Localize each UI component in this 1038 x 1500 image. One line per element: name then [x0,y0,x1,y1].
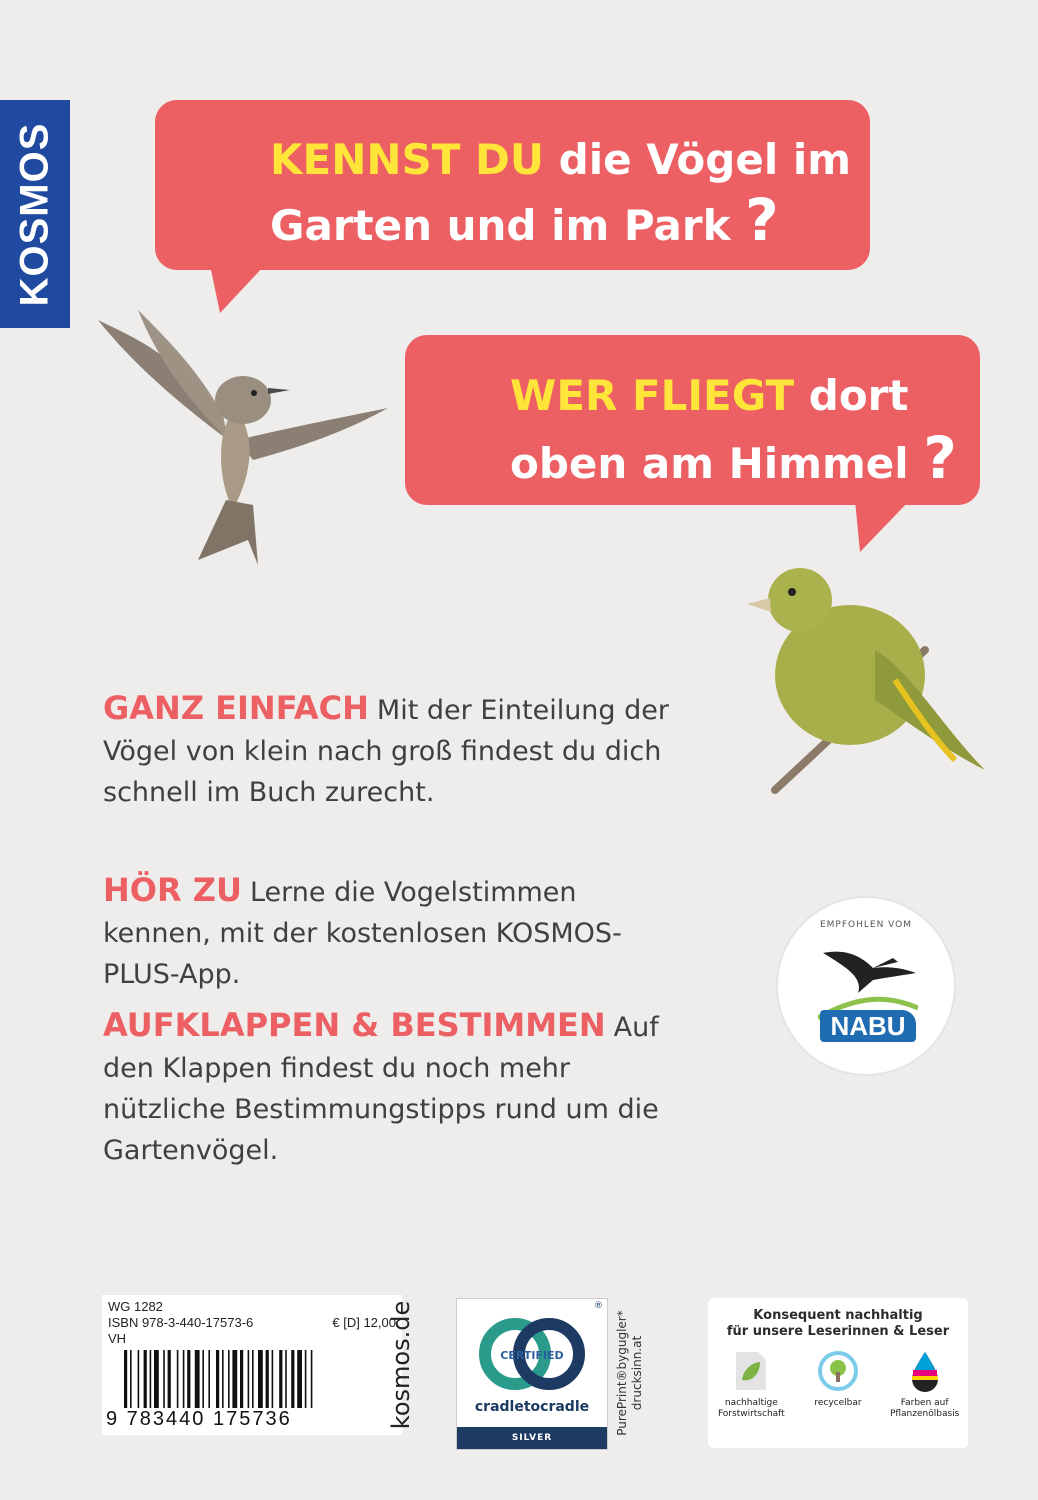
website-text: kosmos.de [387,1300,415,1430]
ink-drop-icon [908,1350,942,1392]
c2c-registered-mark: ® [594,1301,603,1311]
sustainability-title-2: für unsere Leserinnen & Leser [726,1324,950,1339]
warengruppe: WG 1282 [108,1299,163,1314]
feature-text-2: Lerne die Vogelstimmen kennen, mit der kostenlosen KOSMOS-PLUS-App. [103,877,622,990]
pureprint-label [610,1295,650,1450]
pureprint-line-2: drucksinn.at [630,1335,644,1410]
bubble-1-highlight: KENNST DU [270,135,545,184]
barcode-graphic [124,1350,394,1408]
inks-line-1: Farben auf [900,1398,949,1408]
barcode-digits: 9 783440 175736 [106,1408,292,1430]
website-url [386,1290,416,1440]
feature-paragraph-3 [103,1005,693,1171]
greenfinch-illustration [745,560,995,800]
recycle-tree-icon [817,1350,859,1392]
feature-heading-3: AUFKLAPPEN & BESTIMMEN [103,1006,606,1044]
isbn-barcode-box [102,1295,402,1435]
feature-paragraph-1 [103,688,743,813]
c2c-level: SILVER [457,1427,607,1449]
isbn-number: ISBN 978-3-440-17573-6 [108,1315,254,1330]
speech-bubble-2 [405,335,980,505]
sustain-item-recycle [798,1350,878,1420]
pureprint-line-1: PurePrint®bygugler* [615,1309,629,1436]
speech-bubble-1 [155,100,870,270]
sustain-item-inks [885,1350,965,1420]
feature-text-1: Mit der Einteilung der Vögel von klein nach groß findest du dich schnell im Buch zurecht. [103,695,669,808]
feature-heading-2: HÖR ZU [103,871,242,909]
bubble-1-line2: Garten und im Park [270,201,731,250]
feature-heading-1: GANZ EINFACH [103,689,369,727]
bubble-2-highlight: WER FLIEGT [510,371,795,420]
flying-flycatcher-illustration [78,290,398,600]
sustainability-box [708,1298,968,1448]
bubble-1-line1: die Vögel im [544,135,852,184]
vh-code: VH [108,1331,127,1346]
sustainability-title-1: Konsequent nachhaltig [753,1308,923,1323]
stork-icon [818,938,918,998]
nabu-logo: NABU [820,1010,916,1042]
kosmos-logo-tab [0,100,70,328]
forestry-line-1: nachhaltige [724,1398,778,1408]
paper-leaf-icon [734,1350,768,1392]
feature-text-3: Auf den Klappen findest du noch mehr nützliche Bestimmungstipps rund um die Gartenvögel. [103,1012,659,1166]
bubble-2-line1: dort [794,371,909,420]
forestry-line-2: Forstwirtschaft [717,1409,785,1419]
publisher-logo: KOSMOS [12,122,57,306]
sustain-item-forestry [711,1350,791,1420]
c2c-name: cradletocradle [474,1399,590,1415]
inks-line-2: Pflanzenölbasis [889,1409,960,1419]
nabu-recommendation-badge [778,898,954,1074]
nabu-badge-caption: EMPFOHLEN VOM [819,920,913,930]
cradle-to-cradle-badge [456,1298,608,1450]
bubble-2-line2: oben am Himmel [510,439,909,488]
bubble-1-question-mark: ? [745,186,779,254]
c2c-certified-label: CERTIFIED [500,1349,564,1362]
recycle-label: recycelbar [814,1398,862,1408]
price: € [D] 12,00 [332,1315,396,1330]
feature-paragraph-2 [103,870,663,995]
bubble-2-question-mark: ? [923,424,957,492]
bubble-2-tail [855,500,915,555]
